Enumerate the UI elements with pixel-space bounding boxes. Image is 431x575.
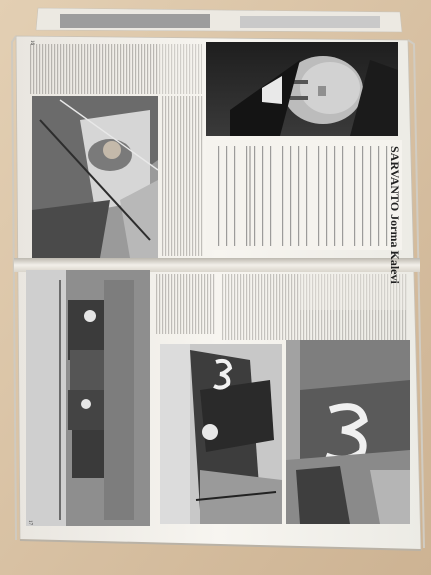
back-page-photo bbox=[60, 14, 210, 28]
airfield-photo bbox=[26, 270, 150, 526]
page-heading: SARVANTO Jorma Kalevi bbox=[388, 146, 402, 284]
upper-text-column-b bbox=[162, 96, 204, 256]
book-gutter bbox=[14, 258, 420, 272]
lower-page-number: 17 bbox=[27, 520, 32, 525]
fighter-photo-right bbox=[286, 340, 410, 524]
upper-text-column-a bbox=[30, 44, 158, 94]
upper-page-number: 16 bbox=[29, 40, 34, 45]
fighter-photo-left bbox=[160, 344, 282, 524]
lower-text-column-a bbox=[156, 274, 216, 334]
portrait-photo bbox=[206, 42, 398, 136]
victory-table bbox=[206, 140, 402, 250]
cockpit-photo bbox=[32, 96, 158, 258]
